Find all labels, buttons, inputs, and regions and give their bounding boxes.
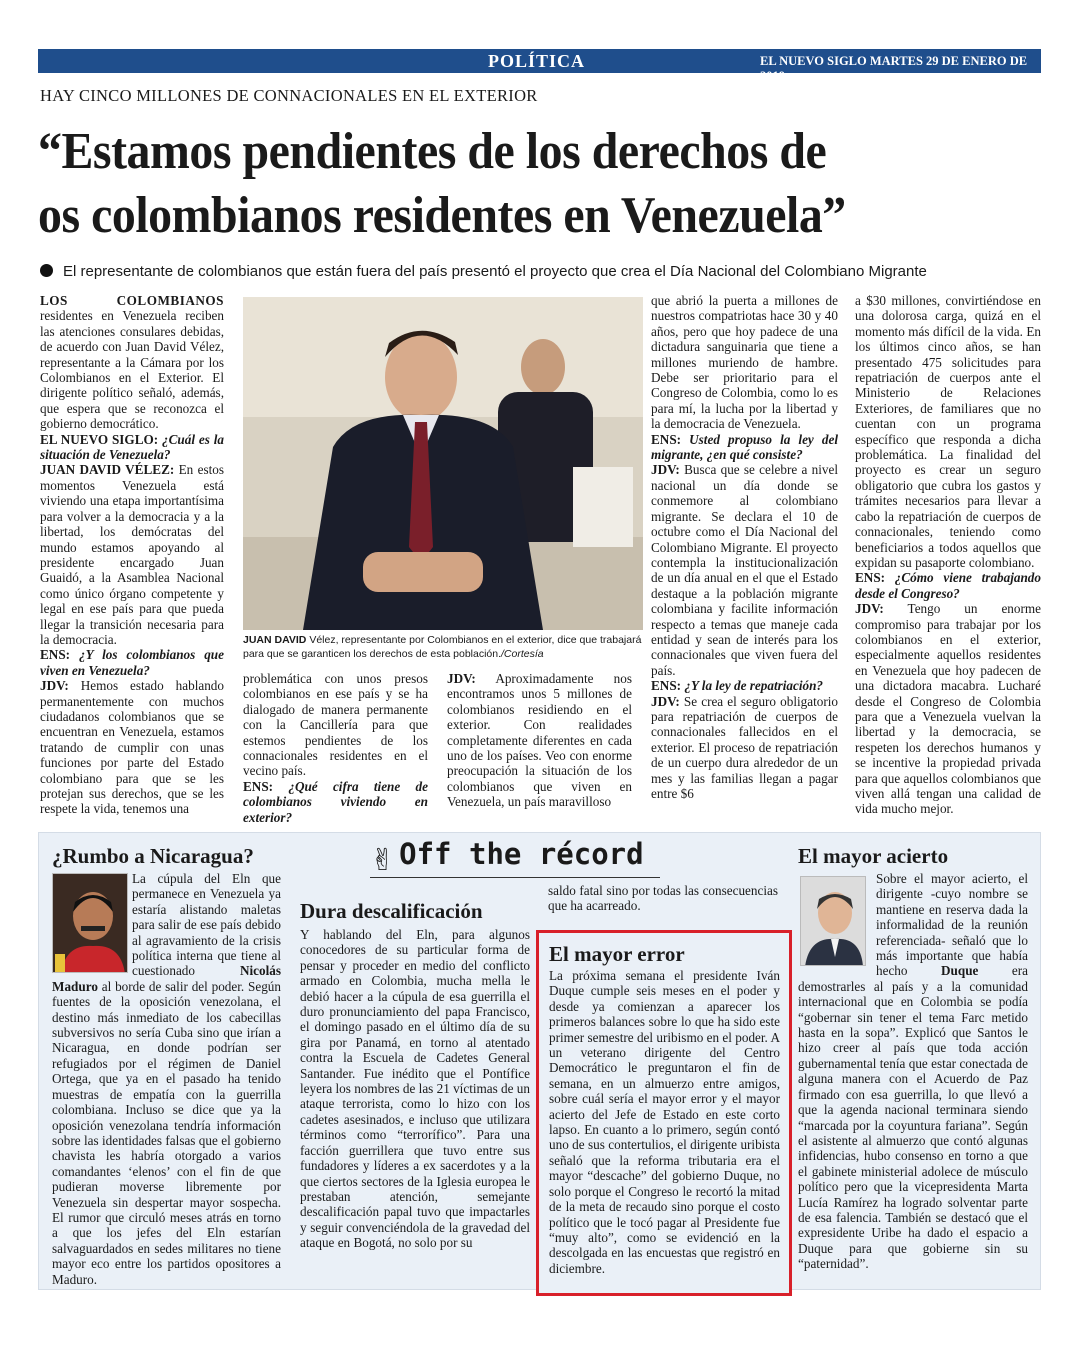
kicker: HAY CINCO MILLONES DE CONNACIONALES EN EL EXTERIOR xyxy=(40,86,538,105)
photo-caption xyxy=(243,633,643,661)
answer: Se crea el seguro obligatorio para repatriación de cuerpos de connacionales fallecidos en el exterior. El proceso de repatriación de un cuerpo dura alrededor de un mes y las familias llegan a pagar entre $6 xyxy=(651,693,838,801)
acierto-name: Duque xyxy=(941,963,979,979)
float-spacer xyxy=(798,871,876,969)
answer-label: JDV: xyxy=(651,462,680,478)
off-record-title: Off the récord xyxy=(399,837,644,871)
summary xyxy=(40,263,927,280)
acierto-text-a: Sobre el mayor acierto, el dirigente -cuyo nombre se mantiene en reserva dada la informalidad de la reunión referenciada- señaló que lo más importante que había hecho xyxy=(876,871,1028,979)
paper-date: EL NUEVO SIGLO MARTES 29 DE ENERO DE 2019 xyxy=(760,54,1028,83)
error-title: El mayor error xyxy=(549,942,685,966)
question: ¿Cuál es la situación de Venezuela? xyxy=(40,431,224,463)
headline xyxy=(38,120,1050,248)
rumbo-title: ¿Rumbo a Nicaragua? xyxy=(52,844,254,868)
off-record-header xyxy=(370,837,644,878)
article-photo xyxy=(243,297,643,630)
answer: Hemos estado hablando permanentemente con muchos ciudadanos colombianos que se encuentran en Venezuela, estamos tratando de cumplir con unas funciones por parte del Estado colombiano para que se les protejan sus derechos, que se les respete la vida, tenemos una xyxy=(40,678,224,817)
section-label: POLÍTICA xyxy=(488,51,586,71)
paragraph: que abrió la puerta a millones de nuestros compatriotas hace 30 y 40 años, pero que hoy padece de una dictadura sanguinaria que tiene a millones muriendo de hambre. Debe ser prioritario para el Congreso de Colombia, como lo es para mí, la lucha por la libertad y la democracia de Venezuela. xyxy=(651,293,838,432)
paragraph: problemática con unos presos colombianos en ese país y se ha dialogado de manera permanente con la Cancillería para que estemos pendientes de los connacionales residentes en el vecino país. xyxy=(243,671,428,779)
acierto-text-b: era demostrarles al país y a la comunidad internacional que en Colombia se podía “gobernar sin tener el tema Farc metido hasta en la sopa”. Explicó que Santos le hizo creer al país que toda acción gubernamental tenía que estar conectada de alguna manera con el Acuerdo de Paz firmado con esa guerrilla, lo que llevó a que la agenda nacional terminara siendo “marcada por la coyuntura fariana”. Según el asistente al almuerzo que contó algunas infidencias, hubo consenso en torno a que el gabinete ministerial adolece de músculo político pero que la vicepresidenta Marta Lucía Ramírez ha logrado solventar parte de esa falencia. También se destacó que el expresidente Uribe ha dado el espacio a Duque para que gobierne sin su “paternidad”. xyxy=(798,963,1028,1272)
rumbo-text-b: al borde de salir del poder. Según fuentes de la oposición venezolana, el destino más inmediato de los cabecillas subversivos no sería Cuba sino que irían a Nicaragua, en donde podrían ser refugiados por el régimen de Daniel Ortega, que ya en el pasado ha tenido muestras de empatía con la guerrilla colombiana. Incluso se dice que ya la oposición venezolana tendría información sobre las identidades falsas que el gobierno chavista les habría otorgado a varios comandantes ‘elenos’ con el fin de que pudieran moverse libremente por Venezuela sin despertar mayor sospecha. El rumor que circuló meses atrás en torno a que los jefes del Eln estarían salvaguardados en sedes militares no tiene mayor eco entre los partidos opositores a Maduro. xyxy=(52,978,281,1287)
answer: En estos momentos Venezuela está viviendo una etapa importantísima para volver a la democracia y a la libertad, los demócratas del mundo estamos apoyando al presidente encargado Juan Guaidó, a la Asamblea Nacional como único órgano competente y legal en ese país para que pueda llegar la transición necesaria para la democracia. xyxy=(40,462,224,647)
answer-label: JDV: xyxy=(447,671,476,686)
question-label: ENS: xyxy=(855,570,886,586)
section-header-bar xyxy=(38,49,1076,83)
lead-word: LOS COLOMBIANOS xyxy=(40,293,224,308)
paragraph: a $30 millones, convirtiéndose en una dolorosa carga, quizá en el momento más difícil de la vida. En los últimos cinco años, se han presentado 475 solicitudes para repatriación de cuerpos ante el Ministerio de Relaciones Exteriores, de familiares que no cuentan con un programa específico que responda a dicha problemática. La finalidad del proyecto es crear un seguro obligatorio que cubra los gastos y trámites necesarios para llevar a cabo la repatriación de cuerpos de connacionales, teniendo como beneficiarios a todos aquellos que expidan su pasaporte colombiano. xyxy=(855,293,1041,570)
headline-line-2: os colombianos residentes en Venezuela” xyxy=(38,187,846,244)
article-column-3 xyxy=(447,671,632,810)
article-column-1 xyxy=(40,293,224,817)
photo-credit: /Cortesía xyxy=(501,648,544,660)
article-column-5 xyxy=(855,293,1041,817)
question: Usted propuso la ley del migrante, ¿en qué consiste? xyxy=(651,431,838,463)
question-label: ENS: xyxy=(651,431,682,447)
dura-continuation: saldo fatal sino por todas las consecuencias que ha acarreado. xyxy=(548,883,778,914)
answer-label: JDV: xyxy=(651,693,680,709)
summary-text: El representante de colombianos que están fuera del país presentó el proyecto que crea el Día Nacional del Colombiano Migrante xyxy=(63,263,927,280)
divider xyxy=(370,877,660,878)
question: ¿Qué cifra tiene de colombianos viviendo en exterior? xyxy=(243,778,428,825)
article-column-4 xyxy=(651,293,838,801)
answer-label: JUAN DAVID VÉLEZ: xyxy=(40,462,175,478)
answer: Tengo un enorme compromiso para trabajar por los colombianos en el exterior, especialmente aquellos residentes en Venezuela que hoy padecen de una dictadora macabra. Lucharé desde el Congreso de Colombia para que a Venezuela vuelvan la libertad y la democracia, se respeten los derechos humanos y se incentive la propiedad privada para que aquellos colombianos que viven allá tengan una calidad de vida mucho mejor. xyxy=(855,601,1041,817)
question-label: ENS: xyxy=(40,647,71,663)
question: ¿Y los colombianos que viven en Venezuela? xyxy=(40,647,224,678)
float-spacer xyxy=(52,871,132,975)
dura-text: Y hablando del Eln, para algunos conocedores de su particular forma de pensar y proceder en medio del conflicto armado en Colombia, mucha mella le debió hacer a la cúpula de esa guerrilla el duro pronunciamiento del papa Francisco, el domingo pasado en el último día de su gira por Panamá, en torno al atentado contra la Escuela de Cadetes General Santander. Fue inédito que el Pontífice leyera los nombres de las 21 víctimas de un ataque terrorista, como lo hizo con los cadetes asesinados, e incluso que utilizara términos como “terrorífico”. Para una facción guerrillera que tuvo entre sus fundadores y líderes a ex sacerdotes y a la que ciertos sectores de la Iglesia europea le prestaban atención, semejante descalificación papal tuvo que impactarles y seguir convenciéndola de la gravedad del ataque en Bogotá, no solo por su xyxy=(300,927,530,1251)
page-number: 11A xyxy=(1042,50,1076,71)
answer: Busca que se celebre a nivel nacional un día donde se conmemore al colombiano migrante. Se declara el 10 de octubre como el Día Nacional del Colombiano Migrante. El proyecto contempla la institucionalización de un día anual en el que el Estado destaque a la población migrante colombiana y facilite información respecto a temas que maneje cada entidad y sean de interés para los connacionales que viven fuera del país. xyxy=(651,462,838,678)
paragraph: residentes en Venezuela reciben las atenciones consulares debidas, de acuerdo con Juan David Vélez, representante a la Cámara por los Colombianos en el Exterior. El dirigente político señaló, además, que espera que se reconozca el gobierno democrático. xyxy=(40,308,224,432)
question: ¿Y la ley de repatriación? xyxy=(681,678,824,694)
caption-text: Vélez, representante por Colombianos en el exterior, dice que trabajará para que se garanticen los derechos de esta población. xyxy=(243,634,642,660)
caption-name: JUAN DAVID xyxy=(243,634,307,646)
bullet-icon xyxy=(40,264,53,277)
question: ¿Cómo viene trabajando desde el Congreso? xyxy=(855,570,1041,601)
question-label: ENS: xyxy=(243,778,274,794)
answer-label: JDV: xyxy=(40,678,69,694)
question-label: EL NUEVO SIGLO: xyxy=(40,431,159,447)
question-label: ENS: xyxy=(651,678,682,694)
rumbo-text xyxy=(52,871,281,1287)
rumbo-text-a: La cúpula del Eln que permanece en Venezuela ya estaría alistando maletas para salir de ese país debido al agravamiento de la crisis política interna que tiene al cuestionado xyxy=(132,871,281,979)
rumbo-name: Nicolás Maduro xyxy=(52,963,281,994)
error-text: La próxima semana el presidente Iván Duque cumple seis meses en el poder y desde ya comienzan a aparecer los primeros balances sobre lo que ha sido este primer semestre del uribismo en el poder. A un veterano dirigente del Centro Democrático le preguntaron el fin de semana, en un almuerzo entre amigos, sobre cuál sería el mayor error y el mayor acierto del Jefe de Estado en este corto lapso. En cuanto a lo primero, según contó uno de sus contertulios, el dirigente uribista señaló que la reforma tributaria era el mayor “descache” del gobierno Duque, no solo porque el Congreso le recortó la mitad de la meta de recaudo sino porque el costo político que le tocó pagar al Presidente fue “muy alto”, como se evidenció en la descolgada en las encuestas que registró en diciembre. xyxy=(549,968,780,1276)
dura-title: Dura descalificación xyxy=(300,899,483,923)
acierto-text xyxy=(798,871,1028,1272)
headline-line-1: “Estamos pendientes de los derechos de xyxy=(38,123,827,180)
article-column-2 xyxy=(243,671,428,825)
acierto-title: El mayor acierto xyxy=(798,844,949,868)
victory-hand-icon: ✌ xyxy=(370,842,396,878)
answer: Aproximadamente nos encontramos unos 5 millones de colombianos residiendo en el exterior. Con realidades completamente diferentes en cada uno de los países. Veo con enorme preocupación la situación de los colombianos que viven en Venezuela, un país maravilloso xyxy=(447,671,632,810)
answer-label: JDV: xyxy=(855,601,884,617)
